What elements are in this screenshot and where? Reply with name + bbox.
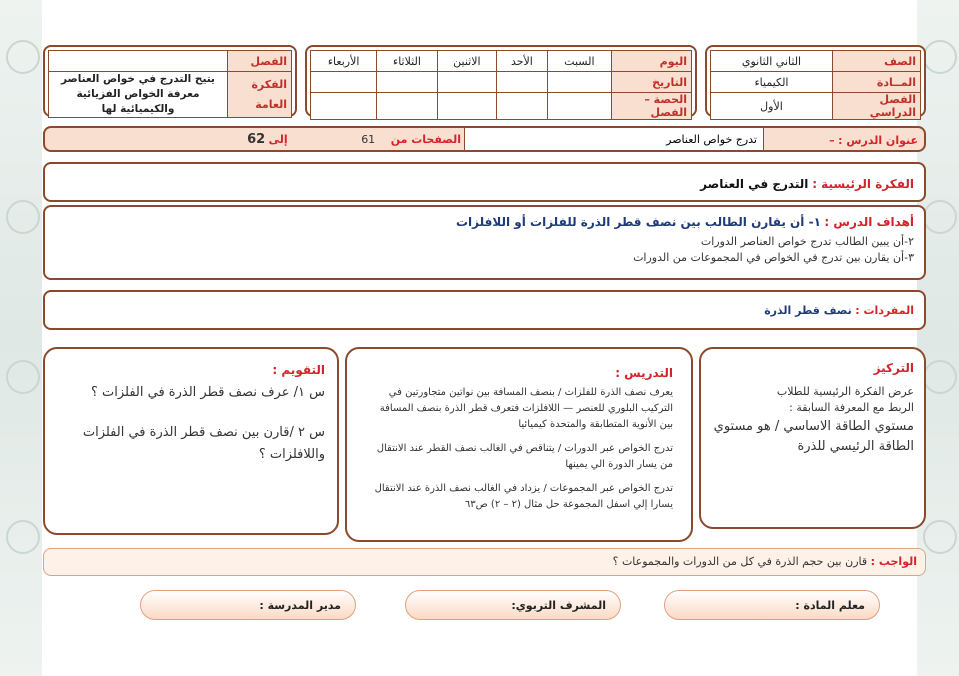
general-idea-label-1: الفكرة — [251, 77, 287, 91]
focus-box — [699, 347, 926, 529]
main-idea-value: التدرج في العناصر — [700, 177, 809, 191]
lesson-pages — [51, 132, 461, 147]
chapter-info-box — [43, 45, 297, 117]
evaluation-question-1: س ١/ عرف نصف قطر الذرة في الفلزات ؟ — [90, 385, 325, 400]
principal-signature: مدير المدرسة : — [140, 590, 356, 620]
general-idea-label-2: العامة — [255, 97, 287, 111]
objective-1: ١- أن يقارن الطالب بين نصف قطر الذرة للفلزات أو اللافلزات — [455, 215, 821, 229]
term-label: الفصل الدراسي — [833, 93, 921, 120]
day-saturday: السبت — [547, 51, 611, 72]
period-label: الحصة –الفصل — [612, 93, 692, 120]
subject-label: المــادة — [833, 72, 921, 93]
term-value: الأول — [711, 93, 833, 120]
objectives-label: أهداف الدرس : — [824, 215, 914, 229]
teaching-paragraph-1: يعرف نصف الذرة للفلزات / بنصف المسافة بين نواتين متجاورتين في التركيب البلوري للعنصر — اللافلزات فتعرف قطر الذرة بنصف المسافة بين الأنوية المتطابقة والمتحدة كيميائيا — [379, 387, 673, 430]
lesson-title-label: عنوان الدرس : — [838, 134, 918, 147]
homework-box — [43, 548, 926, 576]
teacher-signature: معلم المادة : — [664, 590, 880, 620]
teaching-paragraph-2: تدرج الخواص عبر الدورات / يتناقص في الغالب نصف القطر عند الانتقال من يسار الدورة الي يمينها — [376, 443, 673, 470]
schedule-box — [305, 45, 697, 117]
homework-text: قارن بين حجم الذرة في كل من الدورات والمجموعات ؟ — [612, 555, 868, 568]
vocabulary-box — [43, 290, 926, 330]
general-idea-text: يتيح التدرج في خواص العناصر معرفة الخواص الفزيائية والكيميائية لها — [49, 72, 228, 118]
schedule-table — [310, 50, 692, 120]
day-tuesday: الثلاثاء — [377, 51, 437, 72]
teaching-box — [345, 347, 693, 542]
pages-from: 61 — [361, 133, 376, 146]
class-info-box — [705, 45, 926, 117]
evaluation-question-2: س ٢ /قارن بين نصف قطر الذرة في الفلزات واللافلزات ؟ — [82, 425, 325, 462]
objectives-box — [43, 205, 926, 280]
focus-title: التركيز — [873, 361, 914, 375]
day-sunday: الأحد — [497, 51, 548, 72]
lesson-title-bar — [43, 126, 926, 152]
date-label: التاريخ — [612, 72, 692, 93]
main-idea-box — [43, 162, 926, 202]
evaluation-title: التقويم : — [272, 363, 325, 377]
vocabulary-label: المفردات : — [855, 304, 914, 317]
lesson-title-label-wrap — [829, 134, 918, 147]
subject-value: الكيمياء — [711, 72, 833, 93]
pages-to: 62 — [247, 132, 266, 147]
objective-2: ٢-أن يبين الطالب تدرج خواص العناصر الدورات — [700, 235, 914, 248]
chapter-label: الفصل — [228, 51, 292, 72]
chapter-info-table — [48, 50, 292, 118]
teaching-title: التدريس : — [615, 366, 673, 380]
day-wednesday: الأربعاء — [311, 51, 377, 72]
day-monday: الاثنين — [437, 51, 497, 72]
focus-line-3: مستوي الطاقة الاساسي / هو مستوي الطاقة الرئيسي للذرة — [713, 419, 914, 454]
supervisor-signature: المشرف التربوي: — [405, 590, 621, 620]
pages-label: الصفحات من — [390, 133, 461, 146]
lesson-title-dash: – — [829, 134, 835, 147]
left-ornament-border — [0, 0, 42, 676]
pages-to-label: إلى — [268, 133, 288, 146]
grade-value: الثاني الثانوي — [711, 51, 833, 72]
focus-line-1: عرض الفكرة الرئيسية للطلاب — [776, 385, 914, 398]
teaching-paragraph-3: تدرج الخواص عبر المجموعات / يزداد في الغالب نصف الذرة عند الانتقال يسارا إلي اسفل المجموعة حل مثال (٢ – ٢) ص٦٣ — [374, 483, 673, 510]
focus-line-2: الربط مع المعرفة السابقة : — [789, 401, 914, 414]
lesson-title-value: تدرج خواص العناصر — [464, 128, 764, 150]
general-idea-label — [228, 72, 292, 118]
grade-label: الصف — [833, 51, 921, 72]
evaluation-box — [43, 347, 339, 535]
day-label: اليوم — [612, 51, 692, 72]
homework-label: الواجب : — [870, 555, 917, 568]
objective-1-row — [45, 215, 914, 229]
objective-3: ٣-أن يقارن بين تدرج في الخواص في المجموعات من الدورات — [633, 251, 914, 264]
main-idea-label: الفكرة الرئيسية : — [812, 177, 914, 191]
vocabulary-value: نصف قطر الذرة — [764, 304, 852, 317]
class-info-table — [710, 50, 921, 120]
